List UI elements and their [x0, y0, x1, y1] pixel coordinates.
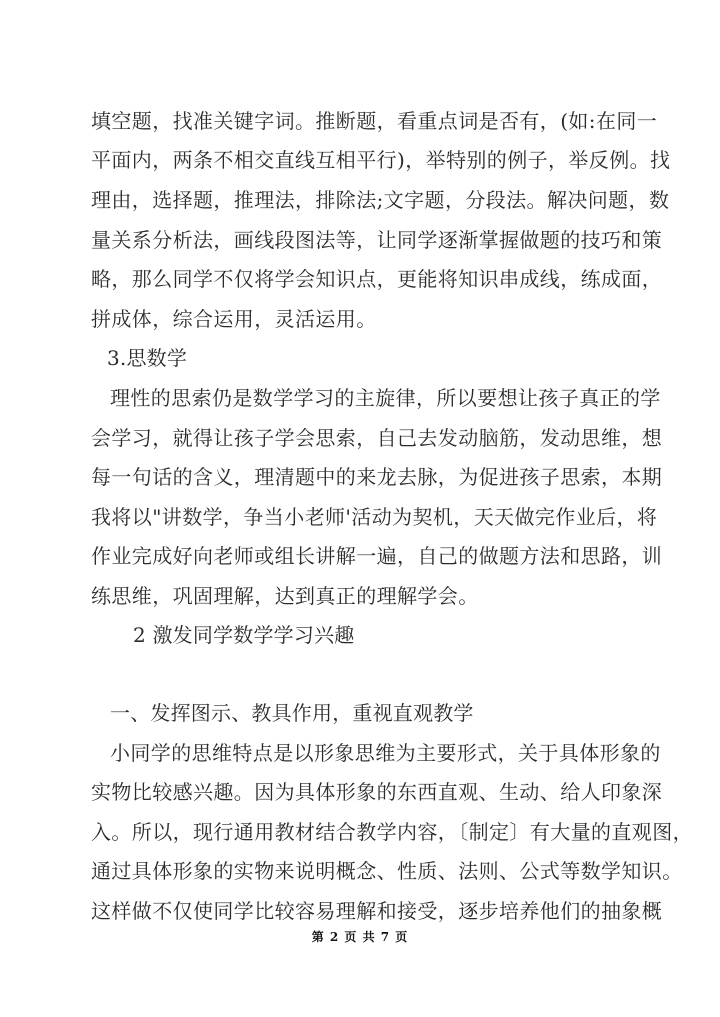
paragraph-line: 我将以"讲数学，争当小老师'活动为契机，天天做完作业后，将: [91, 505, 658, 529]
section-heading-3: 3.思数学: [107, 346, 188, 370]
paragraph-line: 理由，选择题，推理法，排除法;文字题，分段法。解决问题，数: [91, 188, 670, 212]
paragraph-line: 入。所以，现行通用教材结合教学内容，〔制定〕有大量的直观图，: [91, 820, 693, 844]
paragraph-line: 理性的思索仍是数学学习的主旋律，所以要想让孩子真正的学: [110, 386, 661, 410]
paragraph-line: 每一句话的含义，理清题中的来龙去脉，为促进孩子思索，本期: [91, 465, 663, 489]
paragraph-line: 小同学的思维特点是以形象思维为主要形式，关于具体形象的: [110, 741, 661, 765]
page-number-footer: 第 2 页 共 7 页: [311, 930, 409, 944]
paragraph-line: 实物比较感兴趣。因为具体形象的东西直观、生动、给人印象深: [91, 780, 663, 804]
paragraph-line: 会学习，就得让孩子学会思索，自己去发动脑筋，发动思维，想: [91, 426, 663, 450]
paragraph-line: 填空题，找准关键字词。推断题，看重点词是否有，(如:在同一: [91, 109, 658, 133]
section-title-2: 2 激发同学数学学习兴趣: [133, 623, 355, 647]
paragraph-line: 作业完成好向老师或组长讲解一遍，自己的做题方法和思路，训: [91, 544, 663, 568]
paragraph-line: 这样做不仅使同学比较容易理解和接受，逐步培养他们的抽象概: [91, 899, 663, 923]
paragraph-line: 量关系分析法，画线段图法等，让同学逐渐掌握做题的技巧和策: [91, 228, 663, 252]
section-heading-1: 一、发挥图示、教具作用，重视直观教学: [110, 701, 474, 725]
paragraph-line: 拼成体，综合运用，灵活运用。: [91, 307, 377, 331]
paragraph-line: 练思维，巩固理解，达到真正的理解学会。: [91, 584, 479, 608]
paragraph-line: 通过具体形象的实物来说明概念、性质、法则、公式等数学知识。: [91, 859, 683, 883]
paragraph-line: 略，那么同学不仅将学会知识点，更能将知识串成线，练成面，: [91, 267, 663, 291]
paragraph-line: 平面内，两条不相交直线互相平行)，举特别的例子，举反例。找: [91, 148, 671, 172]
